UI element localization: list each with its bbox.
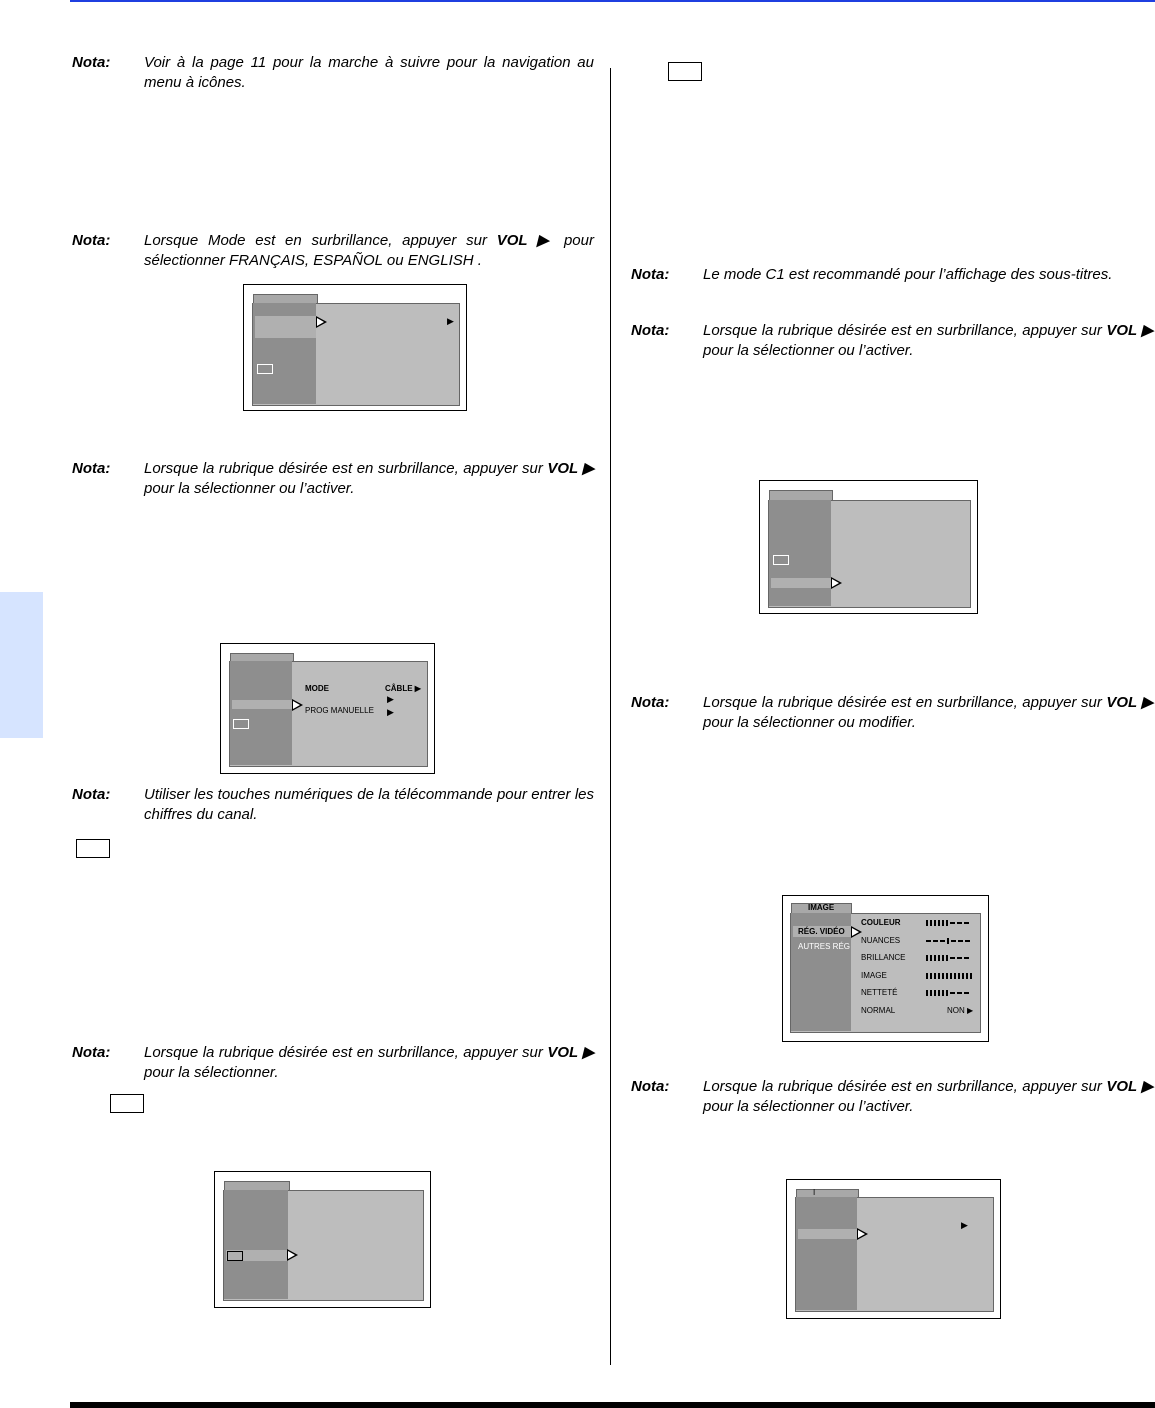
note-text: Lorsque la rubrique désirée est en surbrillance, appuyer sur VOL ▶ pour la sélectionner ou l’activer. xyxy=(703,1078,1153,1115)
note-label: Nota: xyxy=(631,1078,670,1095)
pointer-icon xyxy=(292,699,303,711)
section-tab xyxy=(0,592,43,738)
remote-key-box xyxy=(110,1094,144,1113)
osd-highlight xyxy=(232,700,292,709)
row-label-brillance: BRILLANCE xyxy=(861,953,906,962)
osd-side-column xyxy=(769,500,831,606)
osd-square-icon xyxy=(257,364,273,374)
note-navigation xyxy=(72,53,594,95)
note-numeric-keys xyxy=(72,785,594,827)
side-item-video: RÉG. VIDÉO xyxy=(798,927,845,936)
row-value-normal: NON ▶ xyxy=(947,1006,974,1015)
note-label: Nota: xyxy=(72,1044,111,1061)
note-text: Le mode C1 est recommandé pour l’affichage des sous-titres. xyxy=(703,266,1113,283)
pointer-icon xyxy=(287,1249,298,1261)
pointer-icon xyxy=(857,1228,868,1240)
note-label: Nota: xyxy=(72,54,111,71)
row-label-image: IMAGE xyxy=(861,971,887,980)
remote-key-box xyxy=(668,62,702,81)
image-tab-label: IMAGE xyxy=(808,903,835,912)
menu-mode-label: MODE xyxy=(305,684,329,693)
nettete-level-bar xyxy=(926,990,969,995)
column-divider xyxy=(610,68,611,1365)
note-select-modify xyxy=(631,693,1153,735)
menu-prog-label: PROG MANUELLE xyxy=(305,706,374,715)
osd-image-menu xyxy=(782,895,989,1042)
arrow-right-icon: ▶ xyxy=(387,694,394,704)
osd-menu-4 xyxy=(759,480,978,614)
row-label-normal: NORMAL xyxy=(861,1006,896,1015)
bottom-rule xyxy=(70,1402,1155,1408)
note-label: Nota: xyxy=(72,232,111,249)
note-text: Lorsque Mode est en surbrillance, appuyer sur VOL ▶ pour sélectionner FRANÇAIS, ESPAÑOL ou ENGLISH . xyxy=(144,232,594,269)
note-text: Lorsque la rubrique désirée est en surbrillance, appuyer sur VOL ▶ pour la sélectionner ou l’activer. xyxy=(144,460,594,497)
note-select-activate-3 xyxy=(631,1077,1153,1119)
note-label: Nota: xyxy=(631,694,670,711)
note-label: Nota: xyxy=(631,322,670,339)
note-label: Nota: xyxy=(72,786,111,803)
note-language xyxy=(72,231,594,273)
note-select-activate-2 xyxy=(631,321,1153,363)
brillance-level-bar xyxy=(926,955,969,960)
note-select xyxy=(72,1043,594,1085)
pointer-icon xyxy=(316,316,327,328)
row-label-nuances: NUANCES xyxy=(861,936,901,945)
osd-highlight xyxy=(255,316,316,338)
side-item-other: AUTRES RÉG xyxy=(798,942,851,951)
note-label: Nota: xyxy=(631,266,670,283)
arrow-right-icon: ▶ xyxy=(387,707,394,717)
row-label-nettete: NETTETÉ xyxy=(861,988,898,997)
pointer-icon xyxy=(831,577,842,589)
osd-language-menu xyxy=(243,284,467,411)
menu-tab-label: I xyxy=(813,1188,816,1197)
note-text: Utiliser les touches numériques de la télécommande pour entrer les chiffres du canal. xyxy=(144,786,594,823)
osd-side-column xyxy=(230,661,292,765)
note-text: Voir à la page 11 pour la marche à suivre pour la navigation au menu à icônes. xyxy=(144,54,594,91)
osd-square-icon xyxy=(227,1251,243,1261)
note-text: Lorsque la rubrique désirée est en surbrillance, appuyer sur VOL ▶ pour la sélectionner ou l’activer. xyxy=(703,322,1153,359)
note-label: Nota: xyxy=(72,460,111,477)
menu-mode-value: CÂBLE ▶ xyxy=(385,684,421,693)
couleur-level-bar xyxy=(926,920,969,925)
image-level-bar xyxy=(926,973,972,978)
osd-square-icon xyxy=(233,719,249,729)
arrow-right-icon: ▶ xyxy=(961,1220,968,1230)
note-captions xyxy=(631,265,1153,287)
osd-square-icon xyxy=(773,555,789,565)
osd-side-column xyxy=(224,1190,288,1299)
osd-highlight xyxy=(771,578,831,588)
osd-menu-6 xyxy=(786,1179,1001,1319)
nuances-level-bar xyxy=(926,938,970,943)
note-select-activate xyxy=(72,459,594,501)
note-text: Lorsque la rubrique désirée est en surbrillance, appuyer sur VOL ▶ pour la sélectionner ou modifier. xyxy=(703,694,1153,731)
osd-menu-3 xyxy=(214,1171,431,1308)
arrow-right-icon: ▶ xyxy=(447,316,454,326)
note-text: Lorsque la rubrique désirée est en surbrillance, appuyer sur VOL ▶ pour la sélectionner. xyxy=(144,1044,594,1081)
remote-key-box xyxy=(76,839,110,858)
row-label-couleur: COULEUR xyxy=(861,918,901,927)
osd-channel-menu xyxy=(220,643,435,774)
top-rule xyxy=(70,0,1155,2)
osd-highlight xyxy=(798,1229,857,1239)
osd-side-column xyxy=(796,1197,857,1310)
